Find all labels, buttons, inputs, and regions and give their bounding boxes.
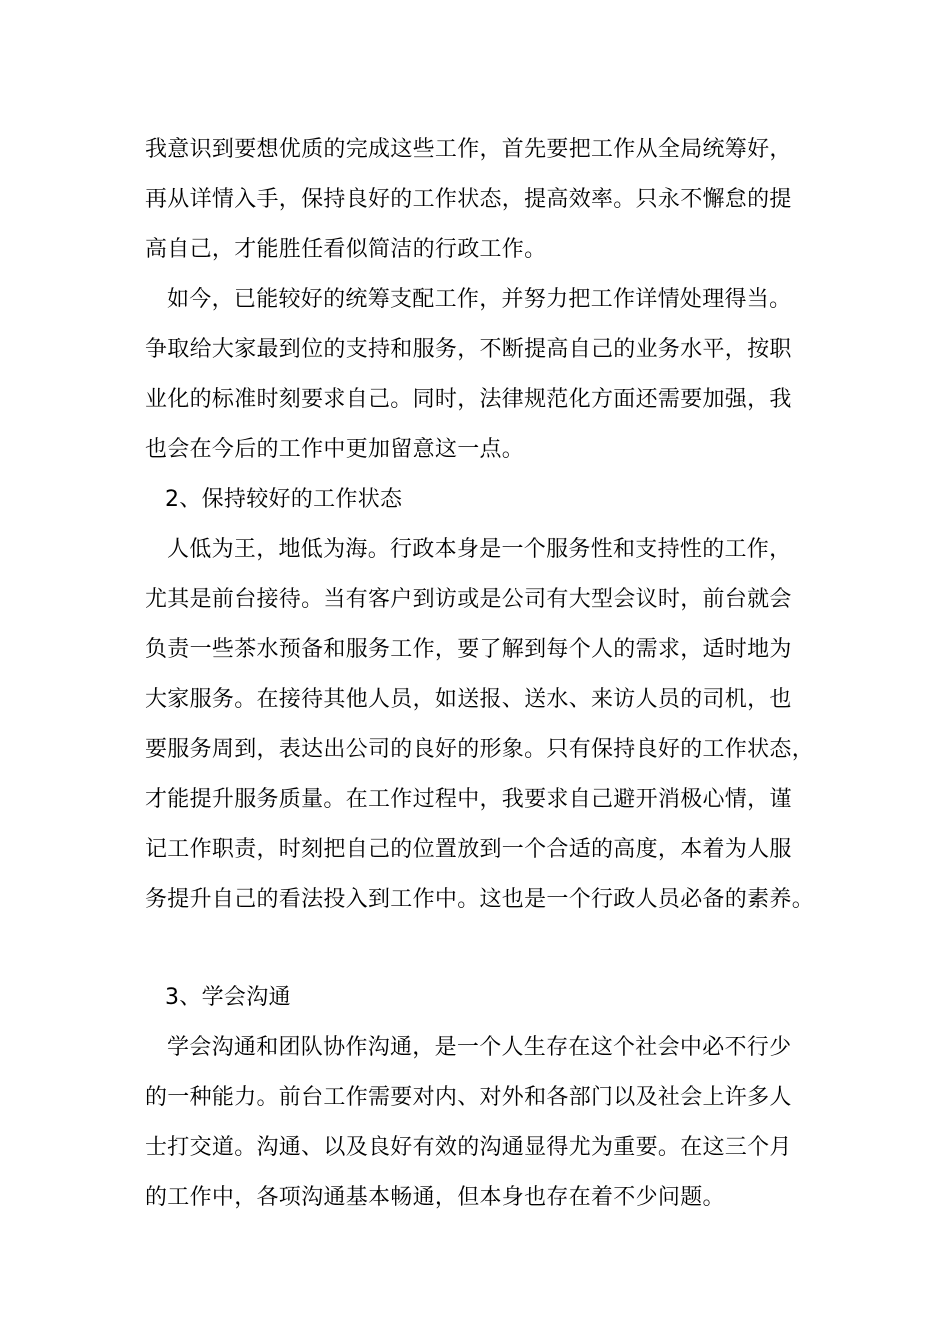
text-line: 人低为王，地低为海。行政本身是一个服务性和支持性的工作， [167,537,792,562]
text-line: 大家服务。在接待其他人员，如送报、送水、来访人员的司机，也 [145,687,792,712]
text-line: 再从详情入手，保持良好的工作状态，提高效率。只永不懈怠的提 [145,187,792,212]
text-line: 高自己，才能胜任看似简洁的行政工作。 [145,237,547,262]
text-line: 也会在今后的工作中更加留意这一点。 [145,437,525,462]
text-line: 负责一些茶水预备和服务工作，要了解到每个人的需求，适时地为 [145,637,792,662]
text-line: 学会沟通和团队协作沟通，是一个人生存在这个社会中必不行少 [167,1035,792,1060]
text-line: 争取给大家最到位的支持和服务，不断提高自己的业务水平，按职 [145,337,792,362]
text-line: 的工作中，各项沟通基本畅通，但本身也存在着不少问题。 [145,1185,725,1210]
section-heading: 2、保持较好的工作状态 [165,487,403,512]
text-line: 尤其是前台接待。当有客户到访或是公司有大型会议时，前台就会 [145,587,792,612]
text-line: 务提升自己的看法投入到工作中。这也是一个行政人员必备的素养。 [145,887,815,912]
text-line: 要服务周到，表达出公司的良好的形象。只有保持良好的工作状态， [145,737,815,762]
text-line: 士打交道。沟通、以及良好有效的沟通显得尤为重要。在这三个月 [145,1135,792,1160]
section-heading: 3、学会沟通 [165,985,291,1010]
text-line: 记工作职责，时刻把自己的位置放到一个合适的高度，本着为人服 [145,837,792,862]
text-line: 的一种能力。前台工作需要对内、对外和各部门以及社会上许多人 [145,1085,792,1110]
text-line: 如今，已能较好的统筹支配工作，并努力把工作详情处理得当。 [167,287,792,312]
text-line: 才能提升服务质量。在工作过程中，我要求自己避开消极心情，谨 [145,787,792,812]
text-line: 我意识到要想优质的完成这些工作，首先要把工作从全局统筹好， [145,137,792,162]
text-line: 业化的标准时刻要求自己。同时，法律规范化方面还需要加强，我 [145,387,792,412]
